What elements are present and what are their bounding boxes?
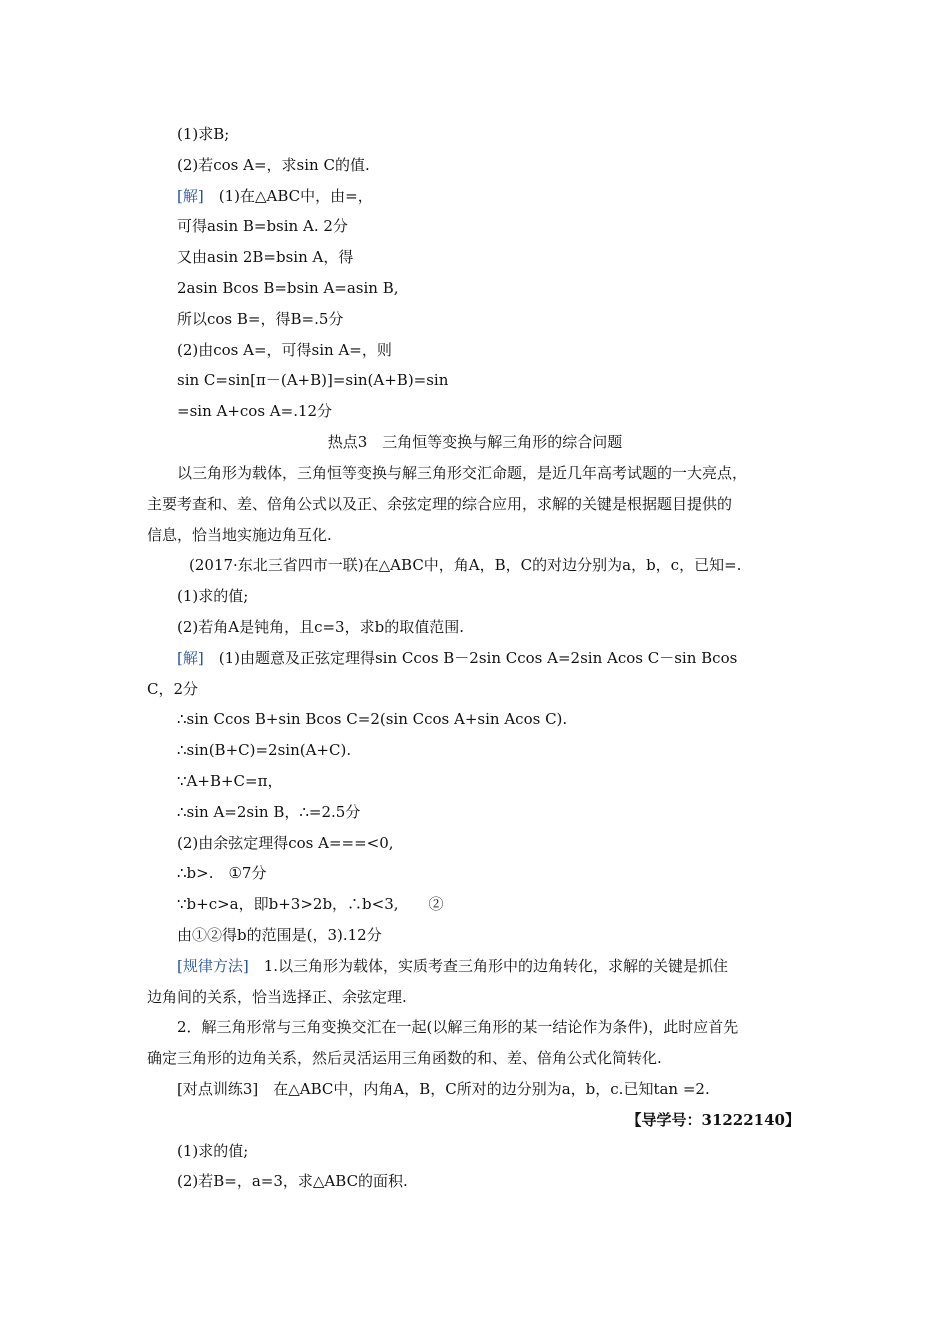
solution-line: ∴sin Ccos B+sin Bcos C=2(sin Ccos A+sin Acos C). [177,710,568,728]
solution-line: sin C=sin[π－(A+B)]=sin(A+B)=sin [177,371,449,389]
solution-line: (2)由cos A=，可得sin A=，则 [177,341,392,359]
method-line: 边角间的关系，恰当选择正、余弦定理. [147,988,407,1006]
solution-text: (1)在△ABC中，由=， [218,187,373,205]
problem-statement: (2017·东北三省四市一联)在△ABC中，角A，B，C的对边分别为a，b，c，已知=. [189,556,742,574]
solution-line: C，2分 [147,680,199,698]
guide-number: 【导学号：31222140】 [626,1111,800,1129]
solution-tag: [解] [177,649,204,667]
training-part-2: (2)若B=，a=3，求△ABC的面积. [177,1172,408,1190]
section-heading: 热点3 三角恒等变换与解三角形的综合问题 [327,433,623,451]
solution-line: 可得asin B=bsin A. 2分 [177,217,348,235]
solution-line: ∴sin A=2sin B，∴=2.5分 [177,803,361,821]
method-line: 确定三角形的边角关系，然后灵活运用三角函数的和、差、倍角公式化简转化. [147,1049,662,1067]
solution-line: 由①②得b的范围是(，3).12分 [177,926,382,944]
solution-text: (1)由题意及正弦定理得sin Ccos B－2sin Ccos A=2sin Acos C－sin Bcos [218,649,738,667]
solution-2-start [177,648,737,668]
solution-line: 又由asin 2B=bsin A，得 [177,248,354,266]
solution-line: ∴b>. ①7分 [177,864,267,882]
method-line: 2．解三角形常与三角变换交汇在一起(以解三角形的某一结论作为条件)，此时应首先 [177,1018,739,1036]
method-text: 1.以三角形为载体，实质考查三角形中的边角转化，求解的关键是抓住 [263,957,729,975]
solution-line: (2)由余弦定理得cos A===<0, [177,834,394,852]
method-start [177,956,728,976]
intro-line: 信息，恰当地实施边角互化. [147,526,332,544]
problem-part-1: (1)求的值; [177,587,249,605]
solution-line: ∵b+c>a，即b+3>2b，∴b<3, ② [177,895,444,913]
training-statement: [对点训练3] 在△ABC中，内角A，B，C所对的边分别为a，b，c.已知tan =2. [177,1080,710,1098]
solution-1-start [177,186,373,206]
solution-line: ∴sin(B+C)=2sin(A+C). [177,741,352,759]
solution-line: 所以cos B=，得B=.5分 [177,310,344,328]
problem-part-2: (2)若角A是钝角，且c=3，求b的取值范围. [177,618,464,636]
intro-line: 以三角形为载体，三角恒等变换与解三角形交汇命题，是近几年高考试题的一大亮点， [177,464,748,482]
training-part-1: (1)求的值; [177,1142,249,1160]
intro-line: 主要考查和、差、倍角公式以及正、余弦定理的综合应用，求解的关键是根据题目提供的 [147,495,733,513]
question-part-2: (2)若cos A=，求sin C的值. [177,156,370,174]
solution-line: 2asin Bcos B=bsin A=asin B, [177,279,399,297]
solution-tag: [解] [177,187,204,205]
question-part-1: (1)求B; [177,125,230,143]
solution-line: =sin A+cos A=.12分 [177,402,333,420]
solution-line: ∵A+B+C=π， [177,772,283,790]
method-tag: [规律方法] [177,957,249,975]
